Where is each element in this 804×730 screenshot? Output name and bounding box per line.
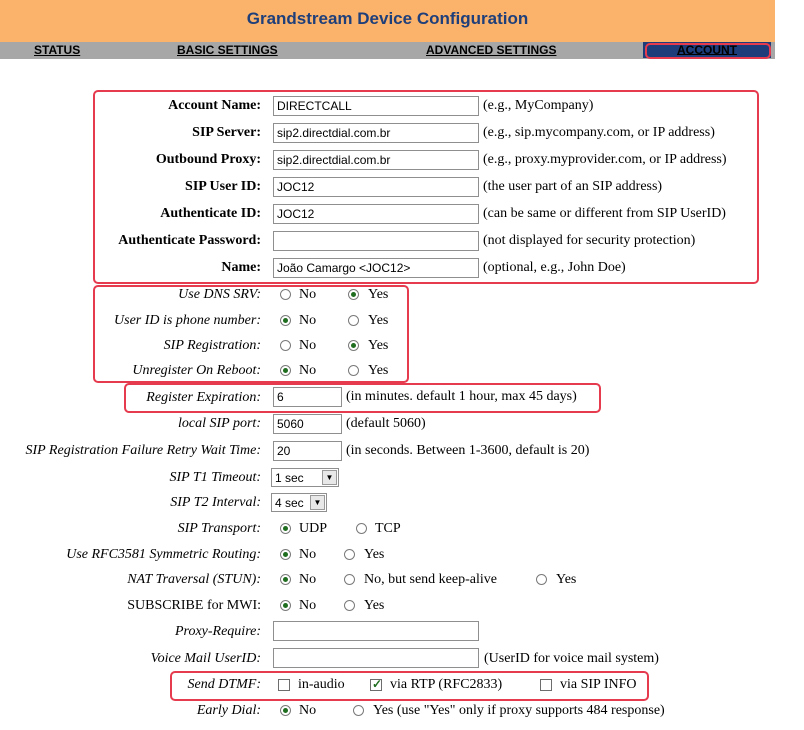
sip-transport-label: SIP Transport:: [177, 521, 261, 536]
mwi-yes-radio[interactable]: [344, 600, 355, 611]
display-name-label: Name:: [221, 260, 261, 275]
early-dial-label: Early Dial:: [196, 703, 261, 718]
early-dial-no-text: No: [299, 703, 317, 718]
registration-yes-text: Yes: [368, 338, 389, 353]
dtmf-rtp-text: via RTP (RFC2833): [390, 677, 503, 692]
voice-mail-userid-input[interactable]: [273, 648, 479, 668]
send-dtmf-label: Send DTMF:: [187, 677, 261, 692]
phone-no-radio[interactable]: [280, 315, 291, 326]
rfc3581-yes-radio[interactable]: [344, 549, 355, 560]
unregister-no-radio[interactable]: [280, 365, 291, 376]
retry-wait-label: SIP Registration Failure Retry Wait Time:: [25, 443, 261, 458]
transport-tcp-text: TCP: [375, 521, 401, 536]
mwi-no-text: No: [299, 598, 317, 613]
local-sip-port-hint: (default 5060): [346, 416, 426, 431]
nat-keepalive-radio[interactable]: [344, 574, 355, 585]
rfc3581-yes-text: Yes: [364, 547, 385, 562]
sip-t1-timeout-select[interactable]: [271, 468, 339, 487]
unregister-no-text: No: [299, 363, 317, 378]
proxy-require-input[interactable]: [273, 621, 479, 641]
nat-yes-radio[interactable]: [536, 574, 547, 585]
dns-srv-no-radio[interactable]: [280, 289, 291, 300]
rfc3581-label: Use RFC3581 Symmetric Routing:: [66, 547, 261, 562]
nat-keepalive-text: No, but send keep-alive: [364, 572, 497, 587]
phone-no-text: No: [299, 313, 317, 328]
registration-yes-radio[interactable]: [348, 340, 359, 351]
dtmf-inaudio-text: in-audio: [298, 677, 345, 692]
retry-wait-hint: (in seconds. Between 1-3600, default is 20): [346, 443, 590, 458]
local-sip-port-label: local SIP port:: [178, 416, 261, 431]
rfc3581-no-radio[interactable]: [280, 549, 291, 560]
phone-yes-text: Yes: [368, 313, 389, 328]
dns-srv-yes-radio[interactable]: [348, 289, 359, 300]
local-sip-port-input[interactable]: [273, 414, 342, 434]
register-expiration-hint: (in minutes. default 1 hour, max 45 days): [346, 389, 577, 404]
sip-server-input[interactable]: [273, 123, 479, 143]
mwi-yes-text: Yes: [364, 598, 385, 613]
sip-user-id-input[interactable]: [273, 177, 479, 197]
voice-mail-userid-hint: (UserID for voice mail system): [484, 651, 659, 666]
register-expiration-label: Register Expiration:: [146, 390, 261, 405]
sip-user-id-hint: (the user part of an SIP address): [483, 179, 663, 194]
retry-wait-input[interactable]: [273, 441, 342, 461]
chevron-down-icon[interactable]: ▼: [310, 495, 325, 510]
header-bar: [0, 0, 775, 42]
early-dial-no-radio[interactable]: [280, 705, 291, 716]
chevron-down-icon[interactable]: ▼: [322, 470, 337, 485]
nat-no-radio[interactable]: [280, 574, 291, 585]
early-dial-yes-text: Yes (use "Yes" only if proxy supports 484 response): [373, 703, 665, 718]
authenticate-password-label: Authenticate Password:: [118, 233, 261, 248]
account-name-hint: (e.g., MyCompany): [483, 98, 594, 113]
unregister-reboot-label: Unregister On Reboot:: [132, 363, 261, 378]
sip-t1-timeout-value: 1 sec: [275, 471, 304, 485]
phone-yes-radio[interactable]: [348, 315, 359, 326]
unregister-yes-text: Yes: [368, 363, 389, 378]
sip-t2-interval-label: SIP T2 Interval:: [170, 495, 261, 510]
account-name-label: Account Name:: [168, 98, 261, 113]
page-title: Grandstream Device Configuration: [246, 9, 529, 28]
sip-t2-interval-select[interactable]: [271, 493, 327, 512]
dtmf-sipinfo-text: via SIP INFO: [560, 677, 637, 692]
display-name-input[interactable]: [273, 258, 479, 278]
outbound-proxy-input[interactable]: [273, 150, 479, 170]
transport-udp-text: UDP: [299, 521, 328, 536]
tab-account[interactable]: ACCOUNT: [643, 42, 771, 58]
nat-no-text: No: [299, 572, 317, 587]
authenticate-id-label: Authenticate ID:: [160, 206, 261, 221]
unregister-yes-radio[interactable]: [348, 365, 359, 376]
sip-t1-timeout-label: SIP T1 Timeout:: [169, 470, 261, 485]
use-dns-srv-label: Use DNS SRV:: [178, 287, 261, 302]
sip-server-hint: (e.g., sip.mycompany.com, or IP address): [483, 125, 715, 140]
early-dial-yes-radio[interactable]: [353, 705, 364, 716]
authenticate-id-hint: (can be same or different from SIP UserID): [483, 206, 726, 221]
authenticate-id-input[interactable]: [273, 204, 479, 224]
sip-user-id-label: SIP User ID:: [185, 179, 261, 194]
nat-yes-text: Yes: [556, 572, 577, 587]
voice-mail-userid-label: Voice Mail UserID:: [150, 651, 261, 666]
user-id-phone-label: User ID is phone number:: [114, 313, 261, 328]
dns-srv-no-text: No: [299, 287, 317, 302]
sip-t2-interval-value: 4 sec: [275, 496, 304, 510]
subscribe-mwi-label: SUBSCRIBE for MWI:: [127, 598, 261, 613]
tab-advanced-settings[interactable]: ADVANCED SETTINGS: [426, 43, 557, 57]
display-name-hint: (optional, e.g., John Doe): [483, 260, 626, 275]
dtmf-sipinfo-checkbox[interactable]: [540, 679, 552, 691]
outbound-proxy-hint: (e.g., proxy.myprovider.com, or IP address): [483, 152, 727, 167]
tab-basic-settings[interactable]: BASIC SETTINGS: [177, 43, 278, 57]
authenticate-password-input[interactable]: [273, 231, 479, 251]
authenticate-password-hint: (not displayed for security protection): [483, 233, 696, 248]
registration-no-radio[interactable]: [280, 340, 291, 351]
account-name-input[interactable]: [273, 96, 479, 116]
register-expiration-input[interactable]: [273, 387, 342, 407]
nat-traversal-label: NAT Traversal (STUN):: [127, 572, 261, 587]
proxy-require-label: Proxy-Require:: [174, 624, 261, 639]
registration-no-text: No: [299, 338, 317, 353]
mwi-no-radio[interactable]: [280, 600, 291, 611]
outbound-proxy-label: Outbound Proxy:: [155, 152, 261, 167]
rfc3581-no-text: No: [299, 547, 317, 562]
transport-tcp-radio[interactable]: [356, 523, 367, 534]
sip-server-label: SIP Server:: [192, 125, 261, 140]
dtmf-rtp-checkbox[interactable]: [370, 679, 382, 691]
dtmf-inaudio-checkbox[interactable]: [278, 679, 290, 691]
sip-registration-label: SIP Registration:: [163, 338, 261, 353]
transport-udp-radio[interactable]: [280, 523, 291, 534]
dns-srv-yes-text: Yes: [368, 287, 389, 302]
tab-status[interactable]: STATUS: [34, 43, 81, 57]
account-tab-highlight: [645, 43, 771, 59]
